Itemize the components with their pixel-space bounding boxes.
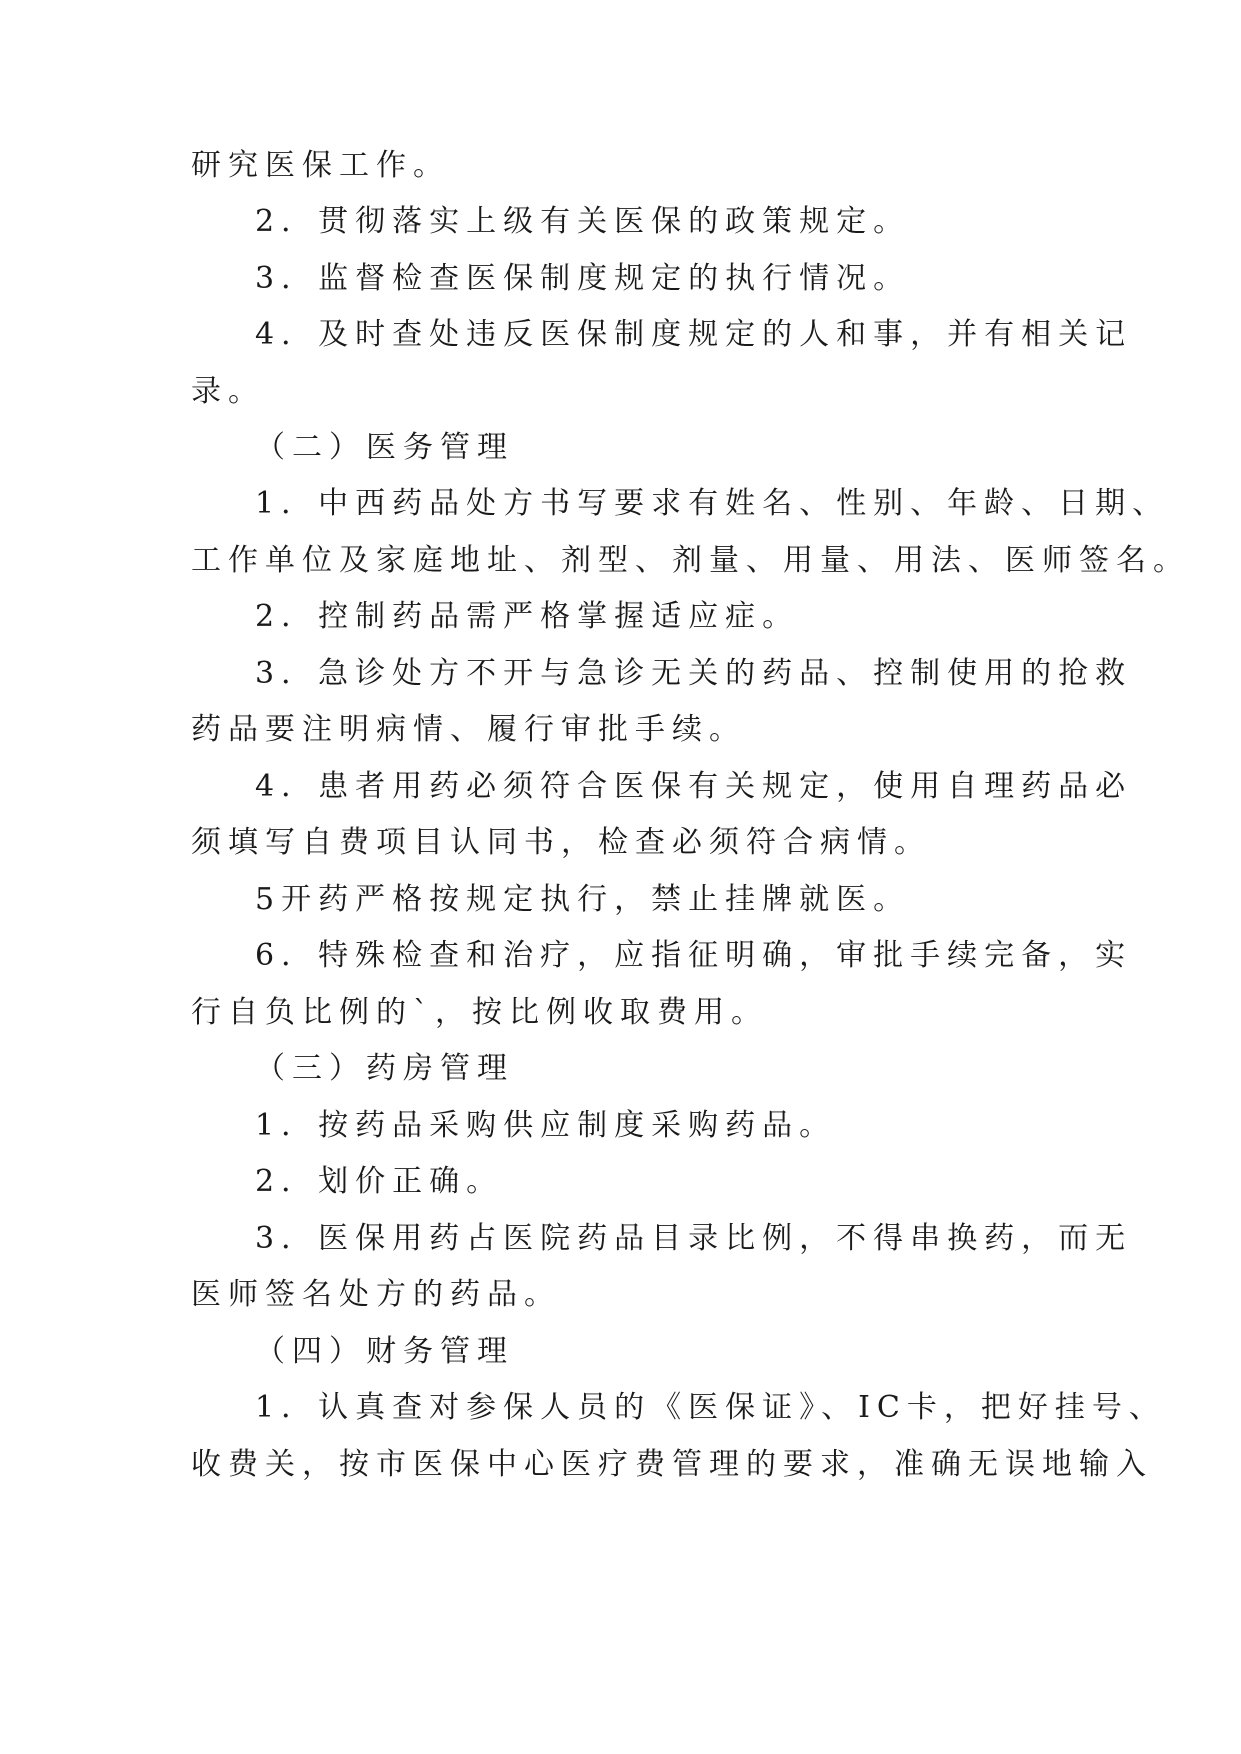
section-heading: （四）财务管理 — [255, 1334, 514, 1369]
list-item: 1．按药品采购供应制度采购药品。 — [255, 1108, 837, 1143]
list-item: 2．贯彻落实上级有关医保的政策规定。 — [255, 204, 911, 239]
list-item: 3．监督检查医保制度规定的执行情况。 — [255, 261, 911, 296]
list-item: 5开药严格按规定执行，禁止挂牌就医。 — [255, 882, 911, 917]
list-item: 1．中西药品处方书写要求有姓名、性别、年龄、日期、 — [255, 486, 1170, 521]
list-item: 2．划价正确。 — [255, 1164, 504, 1199]
text-line: 医师签名处方的药品。 — [191, 1277, 561, 1312]
list-item: 3．医保用药占医院药品目录比例，不得串换药，而无 — [255, 1221, 1133, 1256]
text-line: 须填写自费项目认同书，检查必须符合病情。 — [191, 825, 931, 860]
text-line: 录。 — [191, 374, 265, 409]
text-line: 工作单位及家庭地址、剂型、剂量、用量、用法、医师签名。 — [191, 543, 1190, 578]
text-line: 研究医保工作。 — [191, 148, 450, 183]
text-line: 收费关，按市医保中心医疗费管理的要求，准确无误地输入 — [191, 1447, 1153, 1482]
list-item: 6．特殊检查和治疗，应指征明确，审批手续完备，实 — [255, 938, 1133, 973]
list-item: 3．急诊处方不开与急诊无关的药品、控制使用的抢救 — [255, 656, 1133, 691]
text-line: 行自负比例的`，按比例收取费用。 — [191, 995, 768, 1030]
list-item: 4．患者用药必须符合医保有关规定，使用自理药品必 — [255, 769, 1133, 804]
list-item: 1．认真查对参保人员的《医保证》、IC卡，把好挂号、 — [255, 1390, 1166, 1425]
list-item: 2．控制药品需严格掌握适应症。 — [255, 599, 800, 634]
list-item: 4．及时查处违反医保制度规定的人和事，并有相关记 — [255, 317, 1133, 352]
text-line: 药品要注明病情、履行审批手续。 — [191, 712, 746, 747]
section-heading: （二）医务管理 — [255, 430, 514, 465]
section-heading: （三）药房管理 — [255, 1051, 514, 1086]
